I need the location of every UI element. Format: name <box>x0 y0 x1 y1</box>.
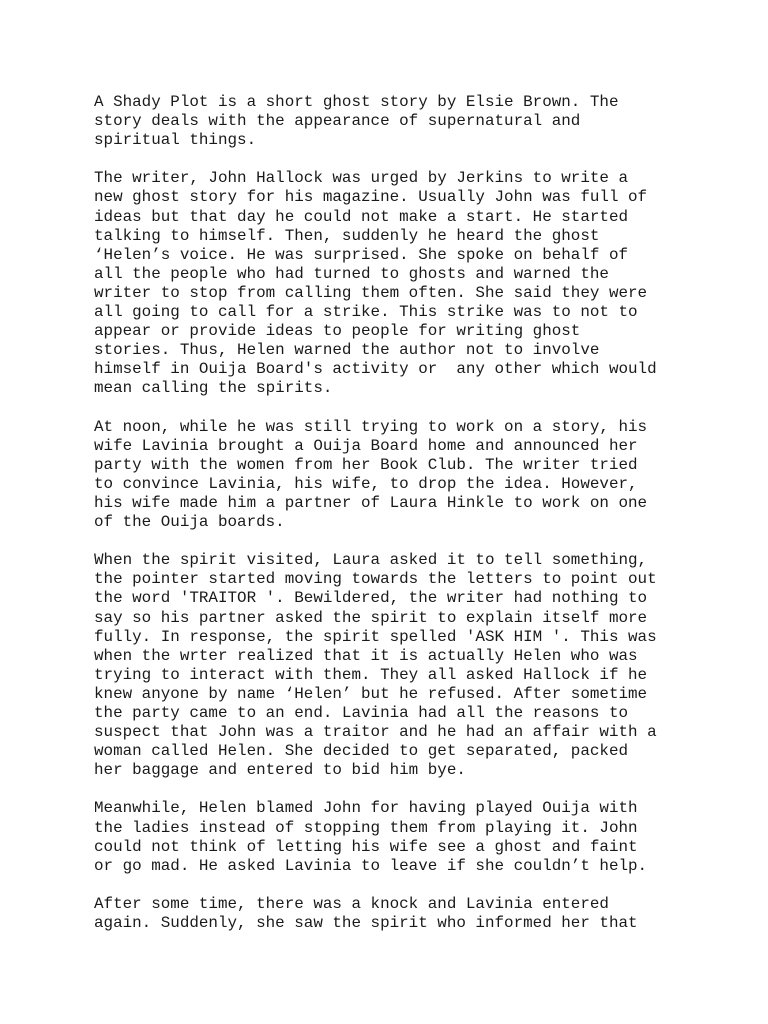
text-line: writer to stop from calling them often. She said they were <box>94 283 648 302</box>
paragraph <box>94 895 694 933</box>
text-line: party with the women from her Book Club. The writer tried <box>94 455 638 474</box>
paragraph <box>94 551 694 780</box>
text-line: story deals with the appearance of supernatural and <box>94 112 581 131</box>
text-line: stories. Thus, Helen warned the author not to involve <box>94 341 600 360</box>
text-line: At noon, while he was still trying to work on a story, his <box>94 417 648 436</box>
text-line: Meanwhile, Helen blamed John for having played Ouija with <box>94 799 638 818</box>
text-line: A Shady Plot is a short ghost story by Elsie Brown. The <box>94 93 619 111</box>
text-line: could not think of letting his wife see a ghost and faint <box>94 837 638 856</box>
text-line: After some time, there was a knock and Lavinia entered <box>94 894 609 913</box>
text-line: all the people who had turned to ghosts and warned the <box>94 264 609 283</box>
text-line: ideas but that day he could not make a start. He started <box>94 207 629 226</box>
text-line: or go mad. He asked Lavinia to leave if she couldn’t help. <box>94 856 648 875</box>
text-line: knew anyone by name ‘Helen’ but he refused. After sometime <box>94 684 648 703</box>
document-body <box>94 93 694 952</box>
paragraph <box>94 169 694 398</box>
text-line: all going to call for a strike. This strike was to not to <box>94 303 638 322</box>
text-line: wife Lavinia brought a Ouija Board home and announced her <box>94 436 638 455</box>
text-line: again. Suddenly, she saw the spirit who informed her that <box>94 914 638 933</box>
text-line: trying to interact with them. They all asked Hallock if he <box>94 665 648 684</box>
text-line: himself in Ouija Board's activity or any other which would <box>94 360 657 379</box>
paragraph <box>94 799 694 875</box>
paragraph <box>94 93 694 150</box>
text-line: his wife made him a partner of Laura Hinkle to work on one <box>94 493 648 512</box>
text-line: spiritual things. <box>94 131 257 150</box>
text-line: new ghost story for his magazine. Usually John was full of <box>94 188 648 207</box>
text-line: talking to himself. Then, suddenly he heard the ghost <box>94 226 600 245</box>
text-line: the party came to an end. Lavinia had all the reasons to <box>94 704 629 722</box>
text-line: woman called Helen. She decided to get separated, packed <box>94 742 629 761</box>
text-line: when the wrter realized that it is actually Helen who was <box>94 646 638 665</box>
text-line: the word 'TRAITOR '. Bewildered, the writer had nothing to <box>94 589 648 608</box>
text-line: The writer, John Hallock was urged by Jerkins to write a <box>94 169 629 188</box>
text-line: fully. In response, the spirit spelled 'ASK HIM '. This was <box>94 627 657 646</box>
text-line: the ladies instead of stopping them from playing it. John <box>94 818 638 837</box>
text-line: appear or provide ideas to people for writing ghost <box>94 322 581 341</box>
text-line: mean calling the spirits. <box>94 379 333 398</box>
text-line: to convince Lavinia, his wife, to drop the idea. However, <box>94 474 638 493</box>
text-line: of the Ouija boards. <box>94 513 285 532</box>
paragraph <box>94 418 694 533</box>
text-line: When the spirit visited, Laura asked it to tell something, <box>94 551 648 570</box>
text-line: ‘Helen’s voice. He was surprised. She spoke on behalf of <box>94 245 629 264</box>
text-line: the pointer started moving towards the letters to point out <box>94 570 657 589</box>
text-line: her baggage and entered to bid him bye. <box>94 761 466 780</box>
text-line: say so his partner asked the spirit to explain itself more <box>94 608 648 627</box>
text-line: suspect that John was a traitor and he had an affair with a <box>94 723 657 742</box>
